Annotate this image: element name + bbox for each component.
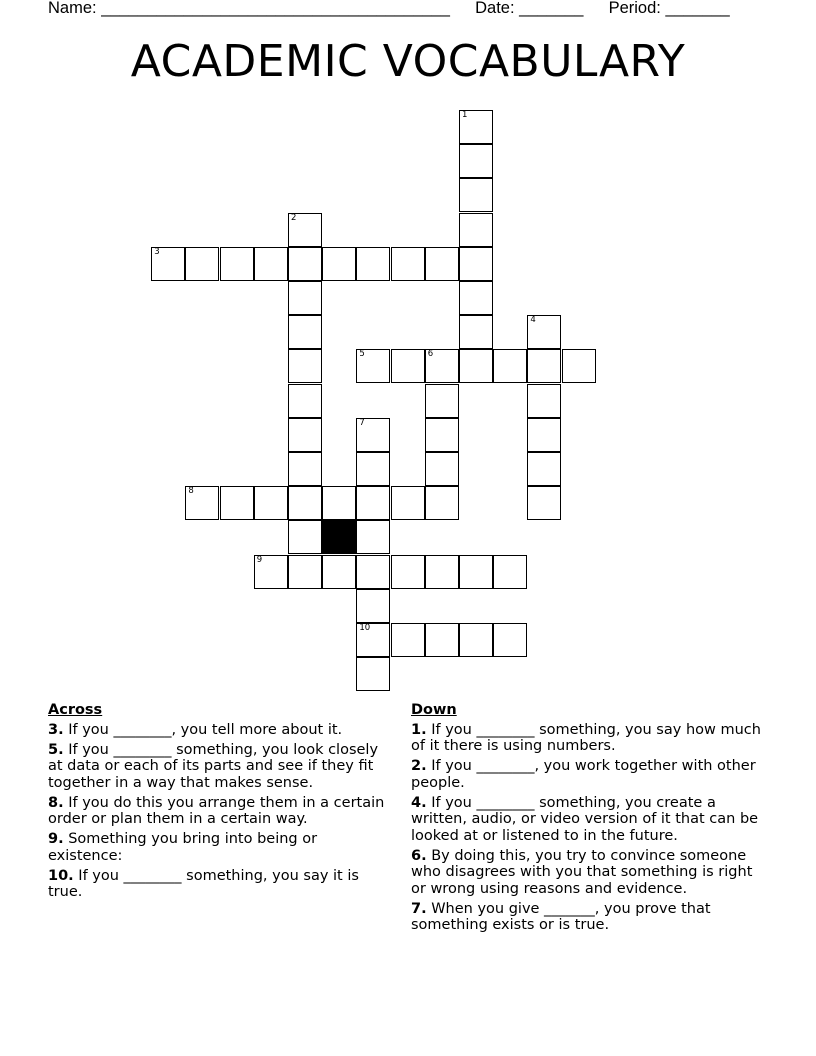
down-clues [411,702,761,937]
across-heading: Across [48,702,103,718]
grid-cell[interactable] [322,555,356,589]
period-label: Period: [608,0,661,17]
grid-cell[interactable] [185,486,219,520]
grid-cell[interactable] [527,418,561,452]
grid-cell[interactable] [493,623,527,657]
clue-item [411,722,761,755]
grid-cell[interactable] [391,349,425,383]
grid-cell[interactable] [322,486,356,520]
clue-number: 6. [411,847,427,864]
grid-cell[interactable] [288,281,322,315]
clue-text: If you ________ something, you create a written, audio, or video version of it that can be looked at or listened to in the future. [411,794,759,844]
clue-number: 3. [48,721,64,738]
black-cell [322,520,356,554]
grid-cell[interactable] [288,213,322,247]
grid-cell[interactable] [425,384,459,418]
clue-item [411,758,761,791]
grid-cell[interactable] [425,486,459,520]
clue-item [411,848,761,898]
grid-cell[interactable] [459,555,493,589]
period-blank[interactable]: _______ [665,0,730,17]
grid-cell[interactable] [356,555,390,589]
grid-cell[interactable] [356,247,390,281]
grid-cell[interactable] [322,247,356,281]
clue-item [48,722,393,739]
grid-cell[interactable] [527,315,561,349]
grid-cell[interactable] [220,247,254,281]
header-fields [48,0,730,18]
grid-cell[interactable] [527,452,561,486]
clue-number: 5 [359,349,365,360]
grid-cell[interactable] [527,349,561,383]
grid-cell[interactable] [459,623,493,657]
grid-cell[interactable] [459,213,493,247]
grid-cell[interactable] [288,555,322,589]
grid-cell[interactable] [288,520,322,554]
clue-number: 3 [154,246,160,257]
grid-cell[interactable] [425,555,459,589]
clue-number: 2 [291,212,297,223]
across-clues [48,702,393,904]
grid-cell[interactable] [288,315,322,349]
grid-cell[interactable] [425,349,459,383]
clue-number: 8. [48,794,64,811]
grid-cell[interactable] [356,657,390,691]
grid-cell[interactable] [356,589,390,623]
grid-cell[interactable] [425,418,459,452]
grid-cell[interactable] [356,452,390,486]
clue-number: 10 [359,623,371,633]
clue-number: 8 [188,486,194,497]
grid-cell[interactable] [459,144,493,178]
across-list [48,722,393,901]
clue-number: 9. [48,831,64,847]
clue-number: 10. [48,867,74,884]
clue-number: 2. [411,758,427,774]
grid-cell[interactable] [356,418,390,452]
grid-cell[interactable] [391,555,425,589]
clue-number: 4. [411,794,427,811]
grid-cell[interactable] [459,349,493,383]
date-blank[interactable]: _______ [519,0,584,17]
clue-number: 7 [359,417,365,428]
grid-cell[interactable] [493,349,527,383]
grid-cell[interactable] [391,486,425,520]
grid-cell[interactable] [356,520,390,554]
clue-text: If you do this you arrange them in a certain order or plan them in a certain way. [48,794,385,827]
grid-cell[interactable] [185,247,219,281]
grid-cell[interactable] [220,486,254,520]
grid-cell[interactable] [459,110,493,144]
clue-number: 9 [256,554,263,565]
clue-item [411,901,761,934]
grid-cell[interactable] [288,486,322,520]
page-title: ACADEMIC VOCABULARY [130,36,686,87]
grid-cell[interactable] [425,247,459,281]
grid-cell[interactable] [288,247,322,281]
grid-cell[interactable] [391,247,425,281]
clue-item [411,795,761,845]
grid-cell[interactable] [527,384,561,418]
grid-cell[interactable] [459,247,493,281]
grid-cell[interactable] [288,384,322,418]
clue-number: 6 [427,349,434,360]
clue-text: If you ________ something, you say it is true. [48,867,359,900]
grid-cell[interactable] [288,418,322,452]
clue-number: 1. [411,721,427,738]
clue-number: 7. [411,900,427,917]
clue-number: 5. [48,741,64,758]
grid-cell[interactable] [493,555,527,589]
down-list [411,722,761,934]
grid-cell[interactable] [254,555,288,589]
clue-text: If you ________ something, you look closely at data or each of its parts and see if they fit together in a way that makes sense. [48,741,379,791]
clue-item [48,742,393,792]
clue-text: If you ________, you tell more about it. [68,721,343,738]
clue-text: By doing this, you try to convince someone who disagrees with you that something is right or wrong using reasons and evidence. [411,847,753,897]
grid-cell[interactable] [356,486,390,520]
clue-number: 4 [530,315,536,326]
name-label: Name: [48,0,97,17]
grid-cell[interactable] [459,178,493,212]
grid-cell[interactable] [356,623,390,657]
grid-cell[interactable] [288,349,322,383]
clue-item [48,795,393,828]
clue-text: If you ________ something, you say how much of it there is using numbers. [411,721,761,754]
grid-cell[interactable] [425,623,459,657]
down-heading: Down [411,702,457,718]
clue-text: When you give _______, you prove that something exists or is true. [411,900,711,933]
clue-item [48,831,393,864]
clue-item [48,868,393,901]
clue-text: Something you bring into being or existence: [48,831,318,864]
grid-cell[interactable] [459,281,493,315]
grid-cell[interactable] [151,247,185,281]
grid-cell[interactable] [356,349,390,383]
clue-number: 1 [462,110,468,120]
date-label: Date: [475,0,515,17]
grid-cell[interactable] [459,315,493,349]
clue-text: If you ________, you work together with other people. [411,758,756,791]
grid-cell[interactable] [425,452,459,486]
grid-cell[interactable] [527,486,561,520]
grid-cell[interactable] [562,349,596,383]
grid-cell[interactable] [254,247,288,281]
grid-cell[interactable] [391,623,425,657]
grid-cell[interactable] [288,452,322,486]
name-blank[interactable]: ______________________________________ [101,0,450,17]
grid-cell[interactable] [254,486,288,520]
